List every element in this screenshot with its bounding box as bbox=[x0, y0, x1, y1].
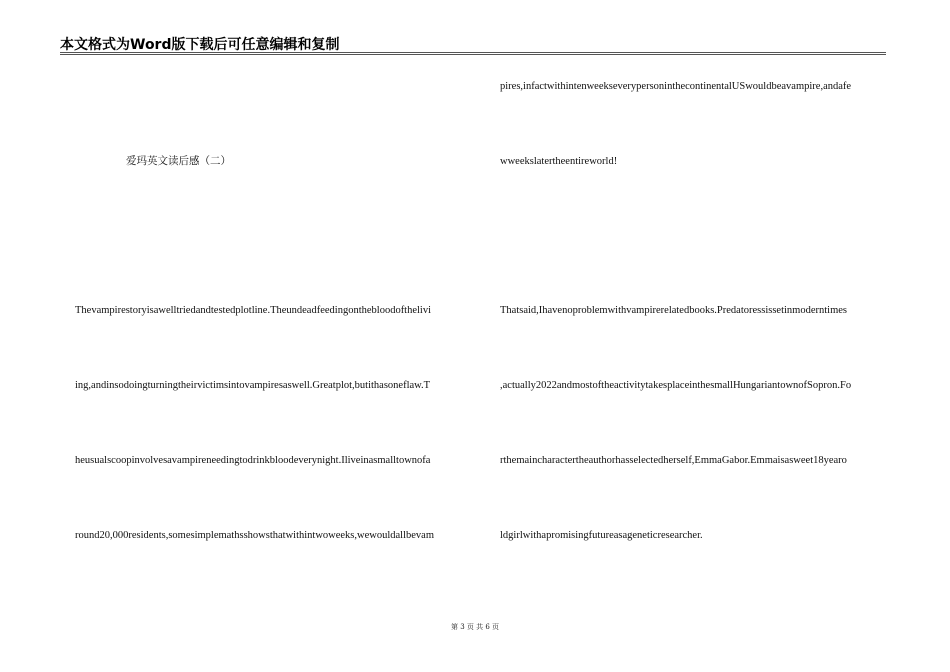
text-line: Thatsaid,Ihavenoproblemwithvampirerelatedbooks.Predatoressissetinmoderntimes bbox=[500, 305, 847, 316]
text-line: Thevampirestoryisawelltriedandtestedplotline.Theundeadfeedingonthebloodofthelivi bbox=[75, 305, 432, 316]
document-header-title: 本文格式为Word版下载后可任意编辑和复制 bbox=[60, 37, 340, 53]
text-line: heusualscoopinvolvesavampireneedingtodrinkbloodeverynight.Iliveinasmalltownofa bbox=[75, 455, 431, 466]
text-line: round20,000residents,somesimplemathsshowsthatwithintwoweeks,wewouldallbevam bbox=[75, 530, 434, 541]
header-divider bbox=[60, 52, 886, 55]
page-number: 第 3 页 共 6 页 bbox=[450, 623, 500, 631]
text-line: ldgirlwithapromisingfutureasageneticresearcher. bbox=[500, 530, 703, 541]
text-line: rthemaincharactertheauthorhasselectedherself,EmmaGabor.Emmaisasweet18yearo bbox=[500, 455, 847, 466]
text-line: wweekslatertheentireworld! bbox=[500, 156, 618, 167]
section-subtitle: 爱玛英文读后感（二） bbox=[126, 155, 231, 167]
text-line: pires,infactwithintenweekseverypersoninthecontinentalUSwouldbeavampire,andafe bbox=[500, 81, 852, 92]
text-line: ing,andinsodoingturningtheirvictimsintovampiresaswell.Greatplot,butithasoneflaw.T bbox=[75, 380, 431, 391]
text-line: ,actually2022andmostoftheactivitytakesplaceinthesmallHungariantownofSopron.Fo bbox=[500, 380, 852, 391]
